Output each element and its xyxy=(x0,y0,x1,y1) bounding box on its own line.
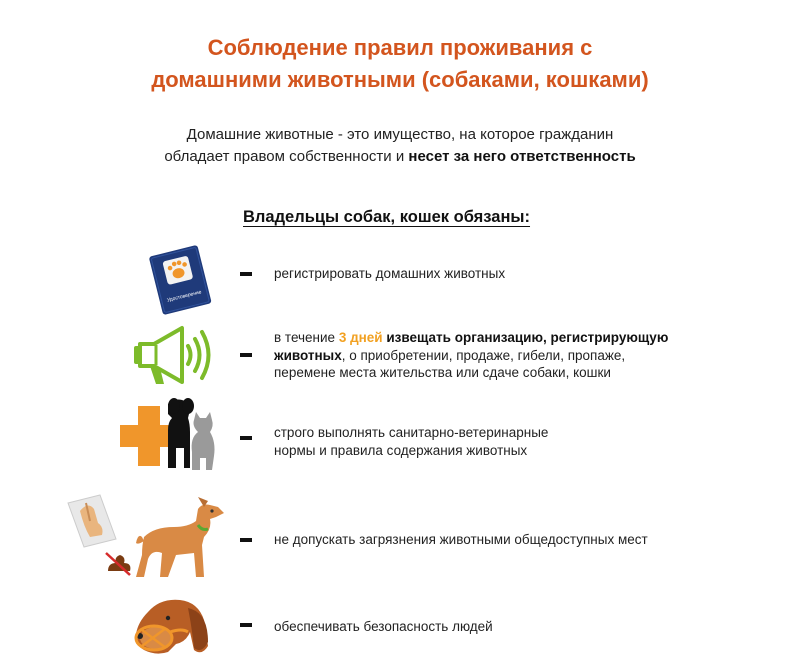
bullet-dash xyxy=(240,436,252,440)
intro-line-1: Домашние животные - это имущество, на которое гражданин xyxy=(186,126,614,143)
title-line-2: домашними животными (собаками, кошками) xyxy=(151,67,649,92)
item-text-line-2: нормы и правила содержания животных xyxy=(274,442,528,458)
item-text-line-3: перемене места жительства или сдаче собаки, кошки xyxy=(274,365,611,380)
title-line-1: Соблюдение правил проживания с xyxy=(207,35,593,60)
item-text-line-1 xyxy=(274,329,668,347)
item-text: обеспечивать безопасность людей xyxy=(274,619,493,634)
muzzled-dog-icon xyxy=(128,592,212,662)
passport-icon xyxy=(145,242,215,316)
bullet-dash xyxy=(240,353,252,357)
intro-paragraph xyxy=(0,124,800,168)
list-item xyxy=(0,320,800,390)
item-text-line-1: строго выполнять санитарно-ветеринарные xyxy=(274,425,549,440)
veterinary-cross-pets-icon xyxy=(118,396,218,478)
item-text xyxy=(274,424,548,459)
passport-label: Удостоверение xyxy=(166,289,203,304)
bullet-dash xyxy=(240,538,252,542)
intro-line-2 xyxy=(0,146,800,168)
megaphone-icon xyxy=(126,322,218,388)
list-item xyxy=(0,240,800,320)
bullet-dash xyxy=(240,272,252,276)
dog-cleanup-icon xyxy=(64,487,234,583)
intro-line-2-plain: обладает правом собственности и xyxy=(164,148,409,165)
item-text: не допускать загрязнения животными общедоступных мест xyxy=(274,532,648,547)
item-text-part: в течение xyxy=(274,330,339,345)
item-text-bold: животных xyxy=(274,347,342,363)
list-item xyxy=(0,485,800,585)
obligations-heading: Владельцы собак, кошек обязаны: xyxy=(243,208,531,226)
deadline-highlight: 3 дней xyxy=(338,330,383,345)
item-text-part: , о приобретении, продаже, гибели, пропаже, xyxy=(341,347,626,363)
item-text-bold: извещать организацию, регистрирующую xyxy=(382,330,669,345)
list-item xyxy=(0,390,800,480)
intro-line-2-bold: несет за него ответственность xyxy=(408,148,636,165)
bullet-dash xyxy=(240,623,252,627)
item-text: регистрировать домашних животных xyxy=(274,266,506,281)
item-text xyxy=(274,329,668,382)
page-title xyxy=(0,32,800,96)
list-item xyxy=(0,588,800,664)
item-text-line-2 xyxy=(274,347,668,365)
